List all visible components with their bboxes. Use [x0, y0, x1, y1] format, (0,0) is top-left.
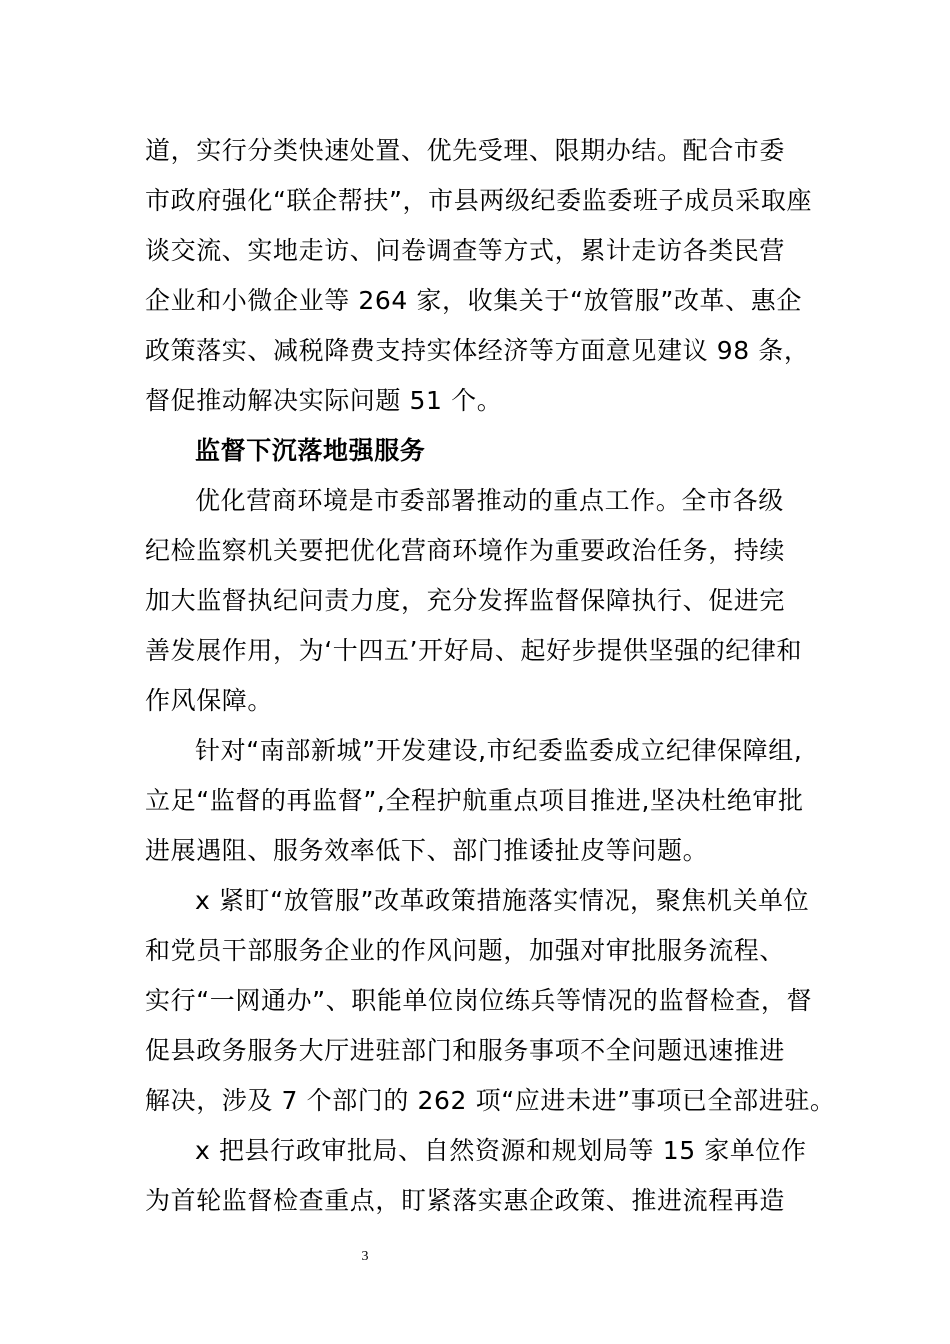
page-number: 3 [361, 1249, 369, 1264]
body-text-line: 解决，涉及 7 个部门的 262 项“应进未进”事项已全部进驻。 [145, 1086, 836, 1115]
body-text-line: 促县政务服务大厅进驻部门和服务事项不全问题迅速推进 [145, 1036, 786, 1065]
body-text-line: 政策落实、减税降费支持实体经济等方面意见建议 98 条， [145, 336, 810, 365]
body-text-line: 实行“一网通办”、职能单位岗位练兵等情况的监督检查，督 [145, 986, 813, 1015]
body-text-line: 为首轮监督检查重点，盯紧落实惠企政策、推进流程再造 [145, 1186, 786, 1215]
body-text-line: 纪检监察机关要把优化营商环境作为重要政治任务，持续 [145, 536, 786, 565]
body-text-line: 企业和小微企业等 264 家，收集关于“放管服”改革、惠企 [145, 286, 802, 315]
body-text-line: 作风保障。 [145, 686, 274, 715]
body-text-line: 立足“监督的再监督”,全程护航重点项目推进,坚决杜绝审批 [145, 786, 804, 815]
body-text-line: 优化营商环境是市委部署推动的重点工作。全市各级 [195, 486, 784, 515]
body-text-line: x 紧盯“放管服”改革政策措施落实情况，聚焦机关单位 [195, 886, 810, 915]
body-text-line: x 把县行政审批局、自然资源和规划局等 15 家单位作 [195, 1136, 807, 1165]
body-text-line: 善发展作用，为‘十四五’开好局、起好步提供坚强的纪律和 [145, 636, 803, 665]
body-text-line: 市政府强化“联企帮扶”，市县两级纪委监委班子成员采取座 [145, 186, 813, 215]
body-text-line: 针对“南部新城”开发建设,市纪委监委成立纪律保障组, [195, 736, 803, 765]
body-text-line: 道，实行分类快速处置、优先受理、限期办结。配合市委 [145, 136, 786, 165]
body-text-line: 进展遇阻、服务效率低下、部门推诿扯皮等问题。 [145, 836, 709, 865]
body-text-line: 和党员干部服务企业的作风问题，加强对审批服务流程、 [145, 936, 786, 965]
section-heading: 监督下沉落地强服务 [195, 436, 426, 465]
body-text-line: 加大监督执纪问责力度，充分发挥监督保障执行、促进完 [145, 586, 786, 615]
body-text-line: 谈交流、实地走访、问卷调查等方式，累计走访各类民营 [145, 236, 786, 265]
body-text-line: 督促推动解决实际问题 51 个。 [145, 386, 503, 415]
